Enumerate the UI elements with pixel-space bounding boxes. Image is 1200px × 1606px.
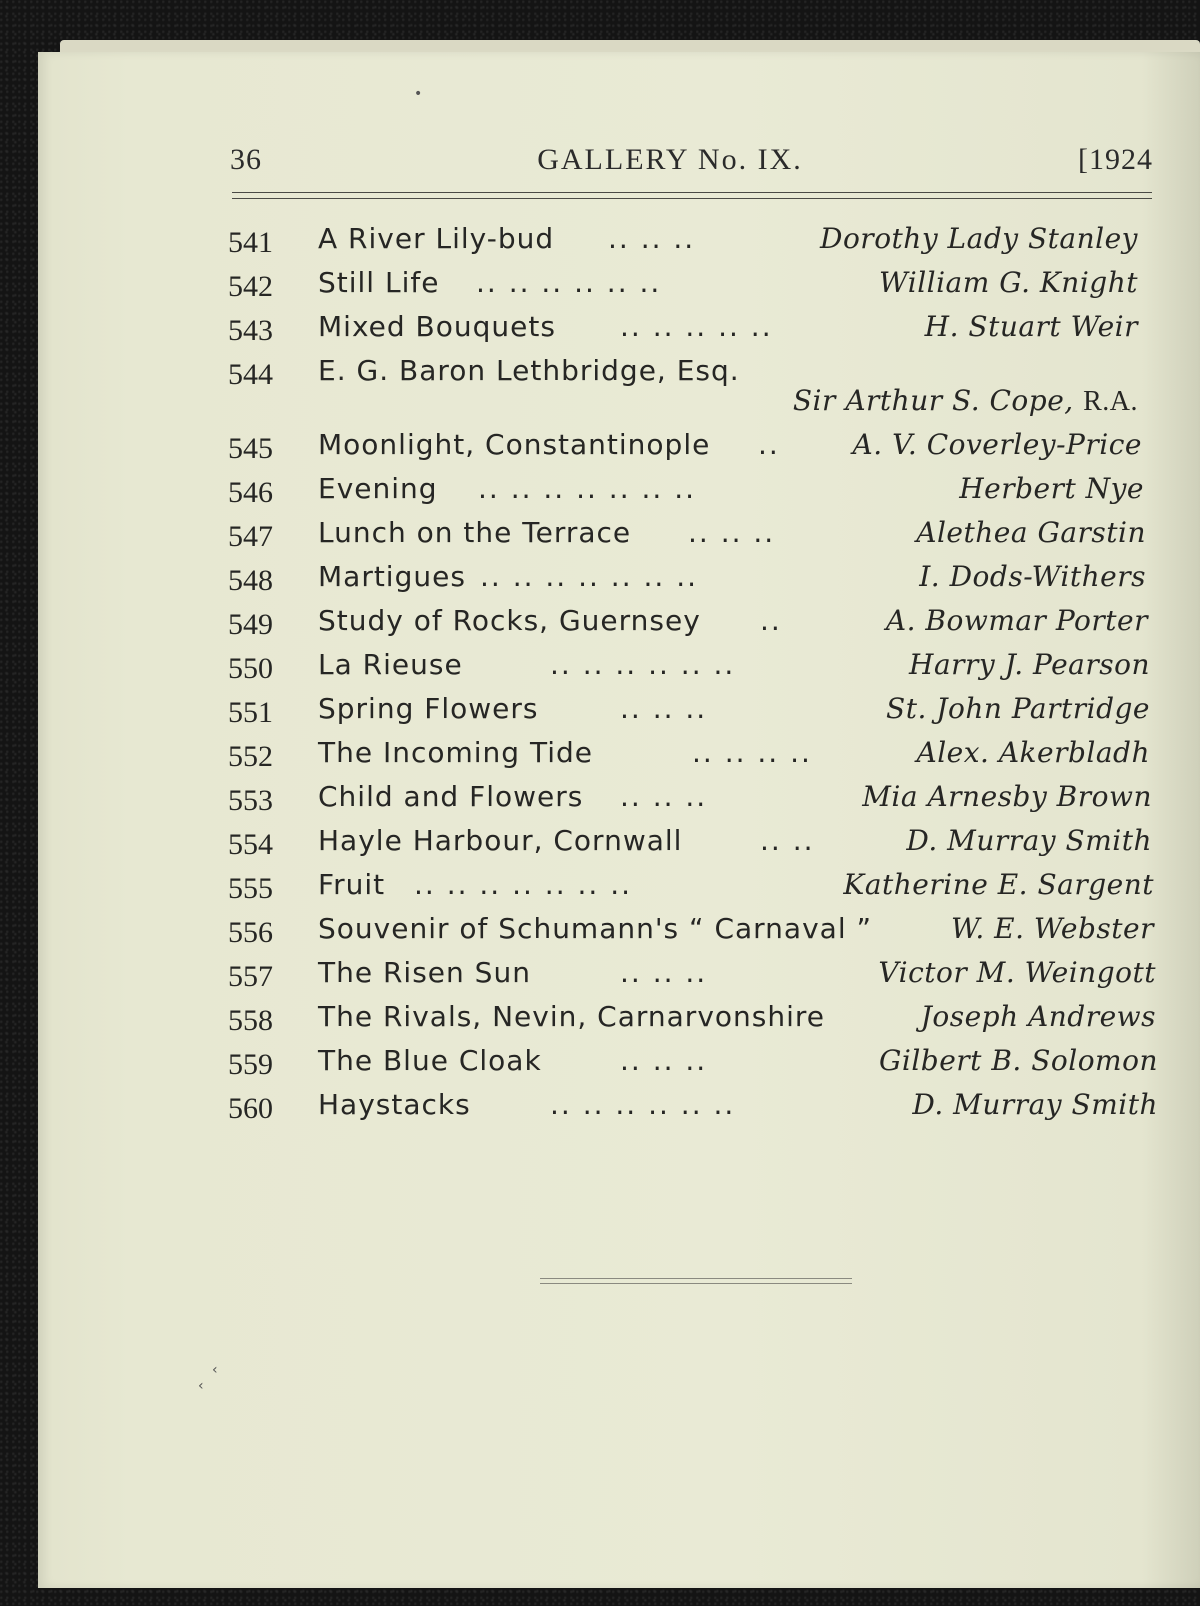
entry-title: E. G. Baron Lethbridge, Esq. [318,354,740,387]
entry-title: The Rivals, Nevin, Carnarvonshire [318,1000,826,1033]
entry-number: 559 [228,1048,273,1081]
entry-title: Evening [318,472,438,505]
page-speck: ‹ [198,1378,204,1394]
page-speck: • [414,86,423,102]
catalogue-entry [228,560,1168,602]
leader-dots: .. .. .. .. .. .. .. [480,560,699,593]
page-speck: ‹ [212,1362,218,1378]
leader-dots: .. [758,428,780,461]
entry-artist: Harry J. Pearson [909,648,1150,681]
catalogue-entry [228,222,1168,264]
entry-title: The Incoming Tide [318,736,594,769]
entry-title: Souvenir of Schumann's “ Carnaval ” [318,912,872,945]
entry-title: Study of Rocks, Guernsey [318,604,701,637]
entry-title: Still Life [318,266,440,299]
entry-number: 550 [228,652,273,685]
entry-artist: Victor M. Weingott [878,956,1156,989]
entry-title: Haystacks [318,1088,471,1121]
catalogue-entry [228,824,1168,866]
entry-artist: D. Murray Smith [912,1088,1158,1121]
catalogue-entry [228,868,1168,910]
leader-dots: .. .. .. .. .. .. [476,266,662,299]
entry-number: 555 [228,872,273,905]
leader-dots: .. .. .. .. .. .. [550,1088,736,1121]
page-number: 36 [230,143,262,176]
entry-artist: D. Murray Smith [906,824,1152,857]
catalogue-entry [228,1000,1168,1042]
entry-artist: I. Dods-Withers [919,560,1146,593]
entry-artist: Dorothy Lady Stanley [820,222,1138,255]
entry-artist: W. E. Webster [951,912,1154,945]
entry-artist: Herbert Nye [959,472,1144,505]
leader-dots: .. .. .. .. [692,736,812,769]
entry-title: The Blue Cloak [318,1044,542,1077]
catalogue-entry [228,428,1168,470]
catalogue-entry [228,780,1168,822]
entry-title: Hayle Harbour, Cornwall [318,824,683,857]
entry-number: 546 [228,476,273,509]
leader-dots: .. .. .. .. .. .. .. [414,868,633,901]
page-title: GALLERY No. IX. [537,143,803,176]
entry-title: Child and Flowers [318,780,584,813]
entry-artist: Katherine E. Sargent [843,868,1154,901]
entry-artist: Gilbert B. Solomon [879,1044,1158,1077]
entry-artist: H. Stuart Weir [924,310,1138,343]
entry-artist: St. John Partridge [886,692,1150,725]
entry-title: The Risen Sun [318,956,531,989]
catalogue-entry [228,604,1168,646]
entry-number: 554 [228,828,273,861]
entry-artist: A. V. Coverley-Price [852,428,1142,461]
catalogue-entry [228,310,1168,352]
leader-dots: .. .. .. [620,1044,708,1077]
leader-dots: .. .. .. .. .. .. .. [478,472,697,505]
entry-artist: Arthur S. Cope, [845,384,1074,417]
leader-dots: .. .. [760,824,815,857]
entry-number: 548 [228,564,273,597]
entry-title: A River Lily-bud [318,222,555,255]
entry-number: 560 [228,1092,273,1125]
leader-dots: .. .. .. [620,692,708,725]
leader-dots: .. .. .. .. .. [620,310,773,343]
catalogue-entry [228,1088,1168,1130]
entry-title: Martigues [318,560,466,593]
entry-artist: Joseph Andrews [920,1000,1156,1033]
entry-number: 551 [228,696,273,729]
catalogue-entry [228,736,1168,778]
entry-title: Spring Flowers [318,692,539,725]
catalogue-entry [228,1044,1168,1086]
entry-number: 556 [228,916,273,949]
artist-prefix: Sir [792,384,836,417]
catalogue-entry-continuation [228,384,1168,426]
artist-suffix: R.A. [1083,386,1138,417]
entry-title: Mixed Bouquets [318,310,556,343]
entry-artist: Mia Arnesby Brown [862,780,1152,813]
entry-title: Moonlight, Constantinople [318,428,711,461]
catalogue-entry [228,956,1168,998]
catalogue-entry [228,266,1168,308]
footer-rule-bottom [540,1283,852,1284]
entry-number: 544 [228,358,273,391]
entry-number: 549 [228,608,273,641]
entry-number: 542 [228,270,273,303]
entry-number: 552 [228,740,273,773]
page-year: [1924 [1078,143,1153,176]
catalogue-entry [228,912,1168,954]
entry-number: 557 [228,960,273,993]
entry-artist: Alex. Akerbladh [916,736,1150,769]
entry-number: 558 [228,1004,273,1037]
entry-title: La Rieuse [318,648,463,681]
entry-artist: Alethea Garstin [916,516,1146,549]
entry-number: 545 [228,432,273,465]
entry-artist-line [793,384,1138,418]
leader-dots: .. .. .. [620,956,708,989]
catalogue-entry [228,516,1168,558]
entry-title: Fruit [318,868,386,901]
footer-rule-top [540,1278,852,1279]
entry-title: Lunch on the Terrace [318,516,632,549]
catalogue-entry [228,648,1168,690]
leader-dots: .. .. .. [688,516,776,549]
catalogue-entry [228,692,1168,734]
leader-dots: .. .. .. [620,780,708,813]
entry-number: 547 [228,520,273,553]
entry-artist: A. Bowmar Porter [885,604,1148,637]
catalogue-entry [228,472,1168,514]
leader-dots: .. .. .. [608,222,696,255]
leader-dots: .. [760,604,782,637]
entry-number: 553 [228,784,273,817]
entry-number: 541 [228,226,273,259]
entry-artist: William G. Knight [878,266,1138,299]
leader-dots: .. .. .. .. .. .. [550,648,736,681]
entry-number: 543 [228,314,273,347]
